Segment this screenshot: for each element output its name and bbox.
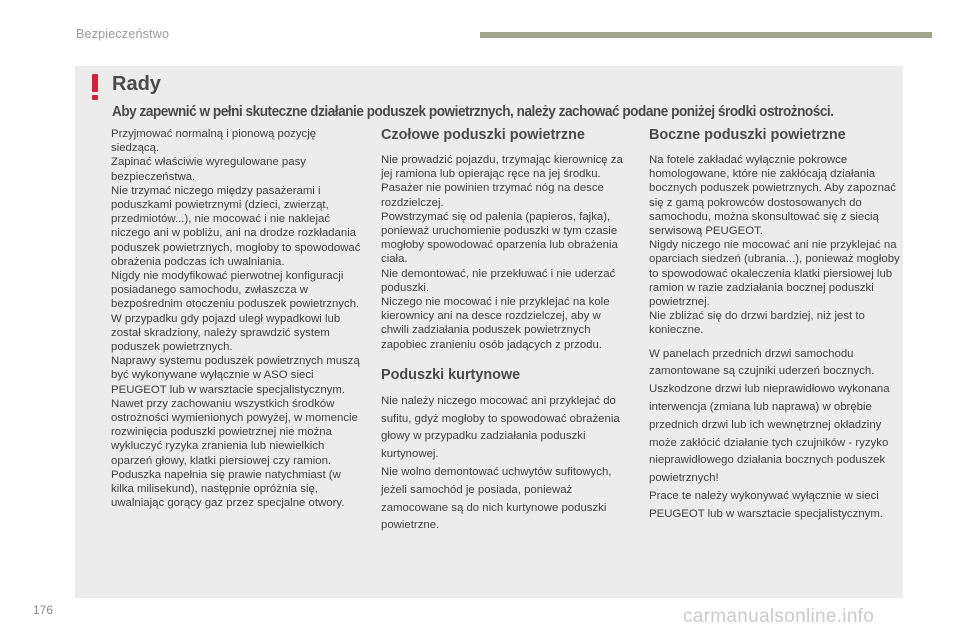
front-airbags-heading: Czołowe poduszki powietrzne [381, 127, 585, 143]
front-airbags-text: Nie prowadzić pojazdu, trzymając kierownicę za jej ramiona lub opierając ręce na jej środku. Pasażer nie powinien trzymać nóg na desce rozdzielczej. Powstrzymać się od palenia (papieros, fajka), ponieważ uruchomienie poduszki w tym czasie mogłoby spowodować oparzenia lub obrażenia ciała. Nie demontować, nie przekłuwać i nie uderzać poduszki. Niczego nie mocować i nie przyklejać na kole kierownicy ani na desce rozdzielczej, aby w chwili zadziałania poduszek powietrznych zapobiec zranieniu osób jadących z przodu. [381, 154, 623, 351]
side-airbags-text: Na fotele zakładać wyłącznie pokrowce homologowane, które nie zakłócają działania bocznych poduszek powietrznych. Aby zapoznać się z gamą pokrowców dostosowanych do samochodu, można skonsultować się z siecią serwisową PEUGEOT. Nigdy niczego nie mocować ani nie przyklejać na oparciach siedzeń (ubrania...), ponieważ mogłoby to spowodować okaleczenia klatki piersiowej lub ramion w razie zadziałania bocznej poduszki powietrznej. Nie zbliżać się do drzwi bardziej, niż jest to konieczne. [649, 154, 900, 337]
section-label: Bezpieczeństwo [76, 27, 170, 41]
page-number: 176 [33, 603, 54, 617]
exclamation-icon [90, 74, 100, 100]
side-airbags-heading: Boczne poduszki powietrzne [649, 127, 846, 143]
general-tips-text: Przyjmować normalną i pionową pozycję siedzącą. Zapinać właściwie wyregulowane pasy bezpieczeństwa. Nie trzymać niczego między pasażerami i poduszkami powietrznymi (dzieci, zwierząt, przedmiotów...), nie mocować i nie naklejać niczego ani w pobliżu, ani na drodze rozkładania poduszek powietrznych, mogłoby to spowodować obrażenia podczas ich uwalniania. Nigdy nie modyfikować pierwotnej konfiguracji posiadanego samochodu, zwłaszcza w bezpośrednim otoczeniu poduszek powietrznych. W przypadku gdy pojazd uległ wypadkowi lub został skradziony, należy sprawdzić system poduszek powietrznych. Naprawy systemu poduszek powietrznych muszą być wykonywane wyłącznie w ASO sieci PEUGEOT lub w warsztacie specjalistycznym. Nawet przy zachowaniu wszystkich środków ostrożności wymienionych powyżej, w momencie rozwinięcia poduszki powietrznej nie można wykluczyć ryzyka zranienia lub niewielkich oparzeń głowy, klatki piersiowej czy ramion. Poduszka napełnia się prawie natychmiast (w kilka milisekund), następnie opróżnia się, uwalniając gorący gaz przez specjalne otwory. [111, 128, 361, 510]
watermark: carmanualsonline.info [683, 606, 875, 627]
panel-title: Rady [112, 73, 161, 95]
header-accent-bar [480, 32, 932, 38]
front-airbags-column [381, 126, 631, 535]
side-airbags-column [649, 126, 903, 524]
panel-subtitle: Aby zapewnić w pełni skuteczne działanie poduszek powietrznych, należy zachować podane poniżej środki ostrożności. [112, 104, 834, 120]
general-tips-column [111, 127, 361, 510]
curtain-airbags-text: Nie należy niczego mocować ani przyklejać do sufitu, gdyż mogłoby to spowodować obrażenia głowy w przypadku zadziałania poduszki kurtynowej. Nie wolno demontować uchwytów sufitowych, jeżeli samochód je posiada, ponieważ zamocowane są do nich kurtynowe poduszki powietrzne. [381, 394, 620, 532]
side-sensors-text: W panelach przednich drzwi samochodu zamontowane są czujniki uderzeń bocznych. Uszkodzone drzwi lub nieprawidłowo wykonana interwencja (zmiana lub naprawa) w obrębie przednich drzwi lub ich wewnętrznej okładziny może zakłócić działanie tych czujników - ryzyko nieprawidłowego działania bocznych poduszek powietrznych! Prace te należy wykonywać wyłącznie w sieci PEUGEOT lub w warsztacie specjalistycznym. [649, 347, 890, 520]
curtain-airbags-heading: Poduszki kurtynowe [381, 366, 521, 383]
